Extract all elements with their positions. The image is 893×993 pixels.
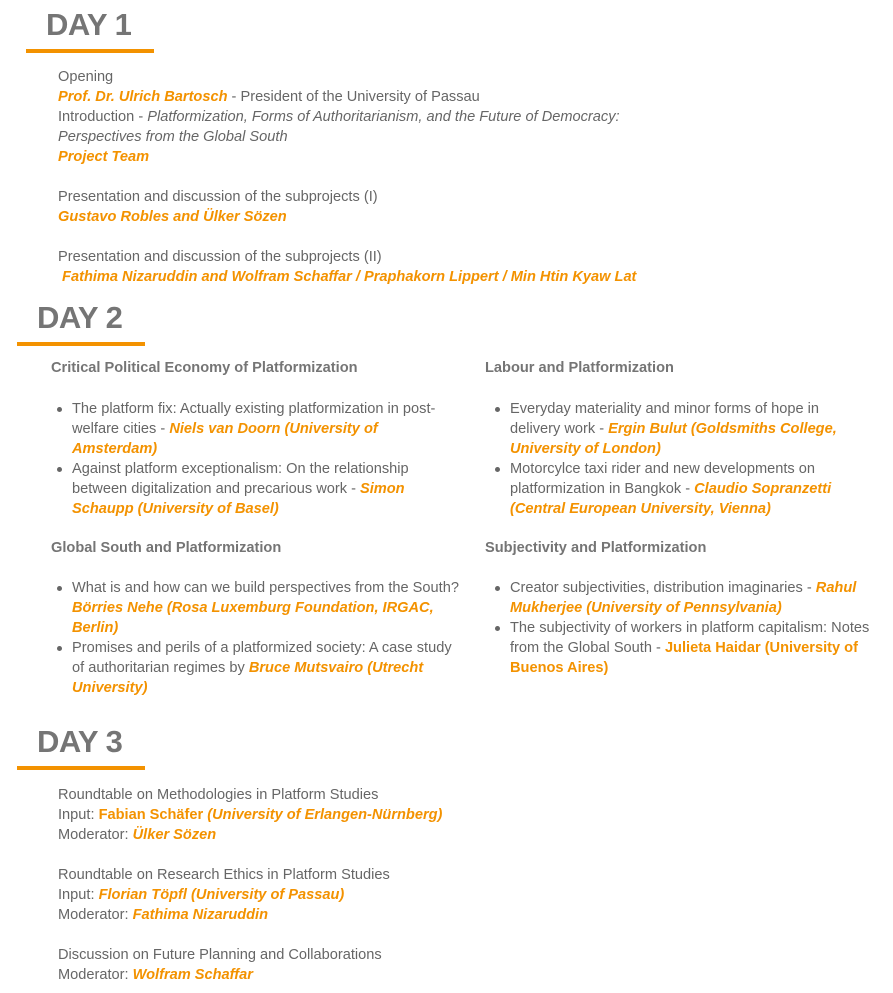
- intro-line: [58, 107, 858, 127]
- list-item: The platform fix: Actually existing platformization in post-welfare cities - Niels van Doorn (University of Amsterdam): [51, 399, 451, 459]
- subprojects-1-label: Presentation and discussion of the subprojects (I): [58, 189, 378, 205]
- speaker-name: Ergin Bulut (Goldsmiths College, University of London): [510, 421, 837, 457]
- bartosch-role: - President of the University of Passau: [227, 89, 480, 105]
- bartosch-line: [58, 87, 858, 107]
- section-list: [489, 399, 857, 519]
- day3-program: [58, 785, 858, 985]
- opening-label: Opening: [58, 69, 114, 85]
- discussion-moderator-name: Wolfram Schaffar: [132, 967, 253, 983]
- intro-title-2: Perspectives from the Global South: [58, 129, 288, 145]
- intro-title-1: Platformization, Forms of Authoritarianism, and the Future of Democracy:: [147, 109, 620, 125]
- roundtable-1-input-affiliation: (University of Erlangen-Nürnberg): [203, 807, 443, 823]
- roundtable-1-label: Roundtable on Methodologies in Platform Studies: [58, 787, 379, 803]
- speaker-name: Börries Nehe (Rosa Luxemburg Foundation, IRGAC, Berlin): [72, 600, 434, 636]
- day2-title: DAY 2: [37, 300, 123, 335]
- roundtable-2-input: Input: Florian Töpfl (University of Passau): [58, 887, 345, 903]
- subprojects-2-presenters: Fathima Nizaruddin and Wolfram Schaffar / Praphakorn Lippert / Min Htin Kyaw Lat: [58, 269, 637, 285]
- day3-underline: [17, 766, 145, 770]
- roundtable-2-label: Roundtable on Research Ethics in Platform Studies: [58, 867, 390, 883]
- project-team: Project Team: [58, 149, 150, 165]
- roundtable-1-moderator: Moderator: Ülker Sözen: [58, 827, 217, 843]
- subprojects-1-presenters: Gustavo Robles and Ülker Sözen: [58, 209, 287, 225]
- section-heading: Global South and Platformization: [51, 540, 282, 556]
- speaker-name: Julieta Haidar (University of Buenos Aires): [510, 640, 858, 676]
- list-item: The subjectivity of workers in platform capitalism: Notes from the Global South - Julieta Haidar (University of Buenos Aires): [489, 618, 889, 678]
- roundtable-2-moderator-name: Fathima Nizaruddin: [132, 907, 269, 923]
- day2-underline: [17, 342, 145, 346]
- roundtable-2-moderator: Moderator: Fathima Nizaruddin: [58, 907, 269, 923]
- list-item: Creator subjectivities, distribution imaginaries - Rahul Mukherjee (University of Pennsylvania): [489, 578, 889, 618]
- speaker-name: Simon Schaupp (University of Basel): [72, 481, 405, 517]
- speaker-name: Rahul Mukherjee (University of Pennsylvania): [510, 580, 857, 616]
- section-heading: Labour and Platformization: [485, 360, 674, 376]
- section-list: [51, 399, 451, 519]
- roundtable-1-input: Input: Fabian Schäfer (University of Erlangen-Nürnberg): [58, 807, 443, 823]
- roundtable-1-input-name: Fabian Schäfer: [98, 807, 204, 823]
- speaker-name: Claudio Sopranzetti (Central European University, Vienna): [510, 481, 832, 517]
- subprojects-2-label: Presentation and discussion of the subprojects (II): [58, 249, 382, 265]
- day1-underline: [26, 49, 154, 53]
- list-item: Promises and perils of a platformized society: A case study of authoritarian regimes by Bruce Mutsvairo (Utrecht University): [51, 638, 466, 698]
- discussion-moderator: Moderator: Wolfram Schaffar: [58, 967, 253, 983]
- section-list: [51, 578, 466, 698]
- day1-title: DAY 1: [46, 7, 132, 42]
- list-item: What is and how can we build perspectives from the South? Börries Nehe (Rosa Luxemburg Foundation, IRGAC, Berlin): [51, 578, 466, 638]
- bartosch-name: Prof. Dr. Ulrich Bartosch: [58, 89, 228, 105]
- section-heading: Subjectivity and Platformization: [485, 540, 707, 556]
- list-item: Motorcylce taxi rider and new developments on platformization in Bangkok - Claudio Sopranzetti (Central European University, Vienna): [489, 459, 857, 519]
- section-heading: Critical Political Economy of Platformization: [51, 360, 358, 376]
- list-item: Everyday materiality and minor forms of hope in delivery work - Ergin Bulut (Goldsmiths College, University of London): [489, 399, 857, 459]
- speaker-name: Bruce Mutsvairo (Utrecht University): [72, 660, 424, 696]
- discussion-label: Discussion on Future Planning and Collaborations: [58, 947, 382, 963]
- roundtable-2-input-name: Florian Töpfl (University of Passau): [98, 887, 345, 903]
- day1-program: [58, 67, 858, 287]
- roundtable-1-moderator-name: Ülker Sözen: [132, 827, 217, 843]
- list-item: Against platform exceptionalism: On the relationship between digitalization and precarious work - Simon Schaupp (University of Basel): [51, 459, 451, 519]
- intro-prefix: Introduction -: [58, 109, 148, 125]
- section-list: [489, 578, 889, 678]
- speaker-name: Niels van Doorn (University of Amsterdam): [72, 421, 378, 457]
- day3-title: DAY 3: [37, 724, 123, 759]
